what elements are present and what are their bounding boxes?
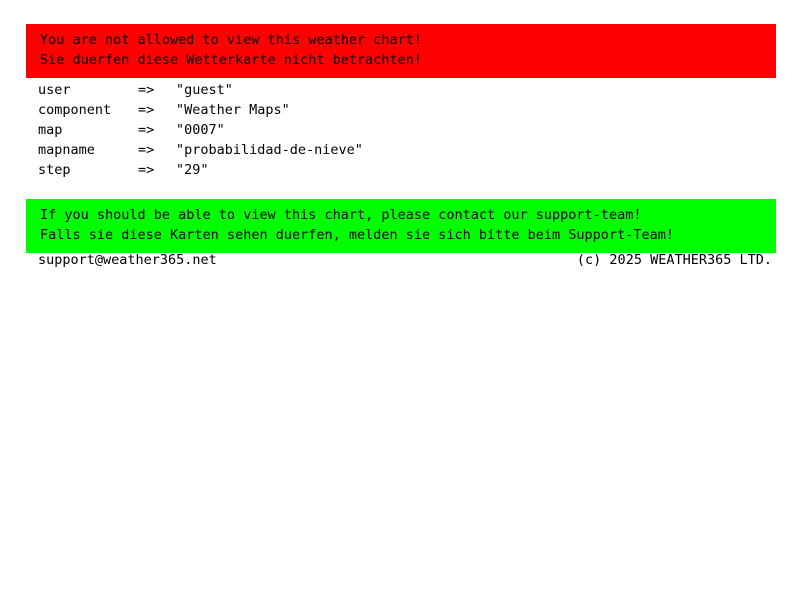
parameter-arrow: => — [138, 102, 155, 118]
parameter-value: "probabilidad-de-nieve" — [176, 142, 363, 158]
parameter-key: map — [38, 122, 63, 138]
support-banner-line-en: If you should be able to view this chart, please contact our support-team! — [40, 207, 642, 223]
support-banner — [26, 199, 776, 253]
parameter-row-user — [38, 80, 758, 100]
parameter-value: "29" — [176, 162, 209, 178]
parameter-list — [38, 80, 758, 180]
parameter-key: user — [38, 82, 71, 98]
parameter-value: "0007" — [176, 122, 225, 138]
parameter-value: "Weather Maps" — [176, 102, 290, 118]
parameter-value: "guest" — [176, 82, 233, 98]
parameter-row-map — [38, 120, 758, 140]
parameter-arrow: => — [138, 142, 155, 158]
error-banner-line-de: Sie duerfen diese Wetterkarte nicht betrachten! — [40, 52, 423, 68]
support-email-link[interactable]: support@weather365.net — [38, 252, 217, 268]
error-banner — [26, 24, 776, 78]
parameter-key: mapname — [38, 142, 95, 158]
parameter-key: component — [38, 102, 112, 118]
error-banner-line-en: You are not allowed to view this weather chart! — [40, 32, 423, 48]
parameter-row-component — [38, 100, 758, 120]
parameter-arrow: => — [138, 162, 155, 178]
support-banner-line-de: Falls sie diese Karten sehen duerfen, melden sie sich bitte beim Support-Team! — [40, 227, 674, 243]
footer — [38, 250, 772, 270]
parameter-arrow: => — [138, 122, 155, 138]
parameter-row-step — [38, 160, 758, 180]
copyright-text: (c) 2025 WEATHER365 LTD. — [576, 252, 772, 268]
parameter-arrow: => — [138, 82, 155, 98]
parameter-key: step — [38, 162, 71, 178]
parameter-row-mapname — [38, 140, 758, 160]
